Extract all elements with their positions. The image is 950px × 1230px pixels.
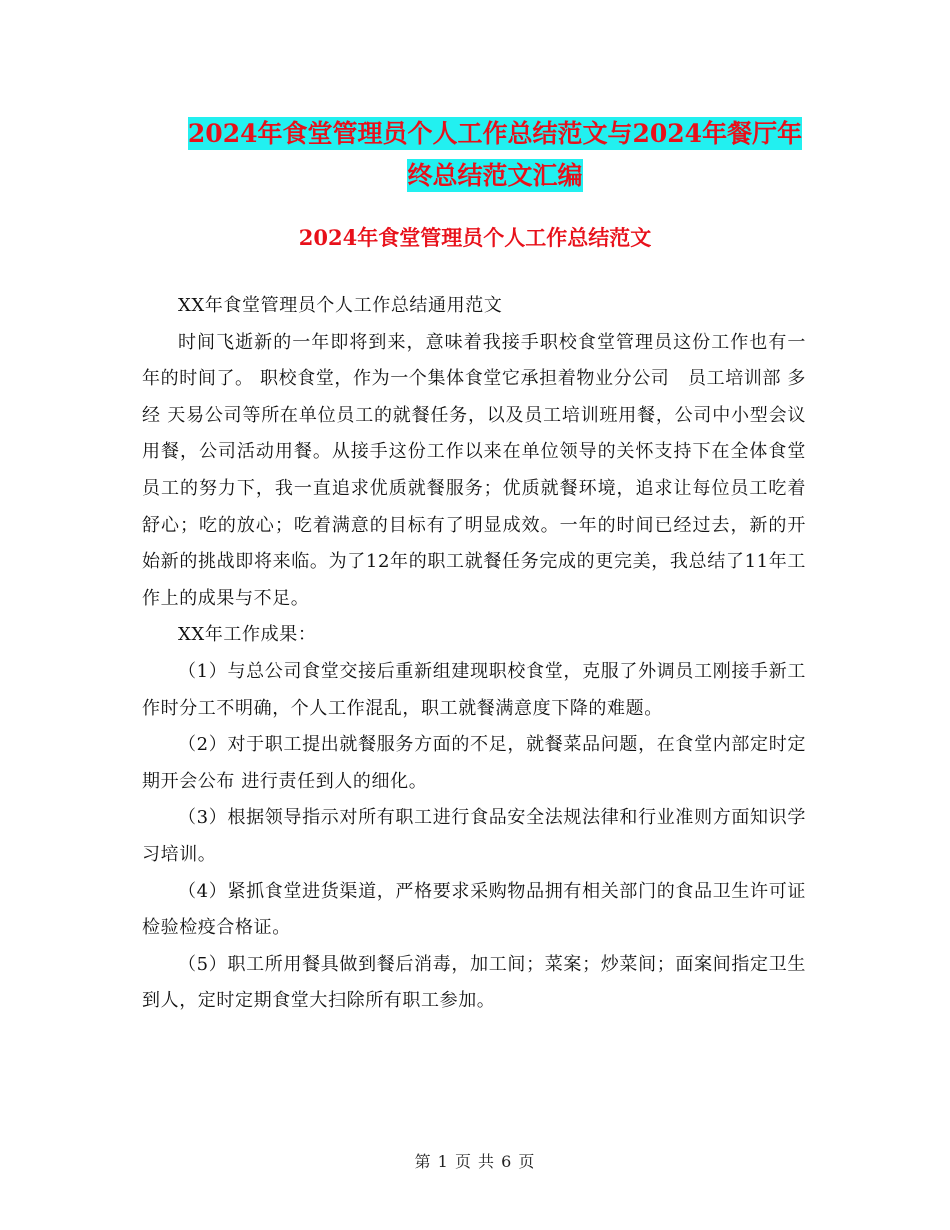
paragraph: （5）职工所用餐具做到餐后消毒，加工间；菜案；炒菜间；面案间指定卫生到人，定时定期食堂大扫除所有职工参加。 — [142, 953, 806, 1012]
document-title-line-2 — [140, 152, 850, 200]
document-title-line-1 — [140, 110, 850, 158]
document-title-text-1: 2024年食堂管理员个人工作总结范文与2024年餐厅年 — [187, 119, 803, 148]
paragraph: （3）根据领导指示对所有职工进行食品安全法规法律和行业准则方面知识学习培训。 — [142, 807, 806, 865]
section-title: 2024年食堂管理员个人工作总结范文 — [298, 225, 652, 250]
page-number-footer: 第 1 页 共 6 页 — [414, 1152, 536, 1171]
paragraph: XX年工作成果： — [178, 624, 317, 646]
document-title-text-2: 终总结范文汇编 — [407, 161, 583, 190]
paragraph: 时间飞逝新的一年即将到来，意味着我接手职校食堂管理员这份工作也有一年的时间了。 职校食堂，作为一个集体食堂它承担着物业分公司 员工培训部 多经 天易公司等所在单位员工的就餐任务，以及员工培训班用餐，公司中小型会议用餐，公司活动用餐。从接手这份工作以来在单位领导的关怀支持下在全体食堂员工的努力下，我一直追求优质就餐服务；优质就餐环境，追求让每位员工吃着舒心；吃的放心；吃着满意的目标有了明显成效。一年的时间已经过去，新的开始新的挑战即将来临。为了12年的职工就餐任务完成的更完美，我总结了11年工作上的成果与不足。 — [142, 331, 806, 609]
paragraph: XX年食堂管理员个人工作总结通用范文 — [178, 295, 503, 316]
document-body — [142, 288, 806, 1020]
paragraph: （1）与总公司食堂交接后重新组建现职校食堂，克服了外调员工刚接手新工作时分工不明确，个人工作混乱，职工就餐满意度下降的难题。 — [142, 660, 806, 719]
paragraph: （4）紧抓食堂进货渠道，严格要求采购物品拥有相关部门的食品卫生许可证检验检疫合格证。 — [142, 880, 806, 939]
paragraph: （2）对于职工提出就餐服务方面的不足，就餐菜品问题，在食堂内部定时定期开会公布 进行责任到人的细化。 — [142, 734, 806, 792]
